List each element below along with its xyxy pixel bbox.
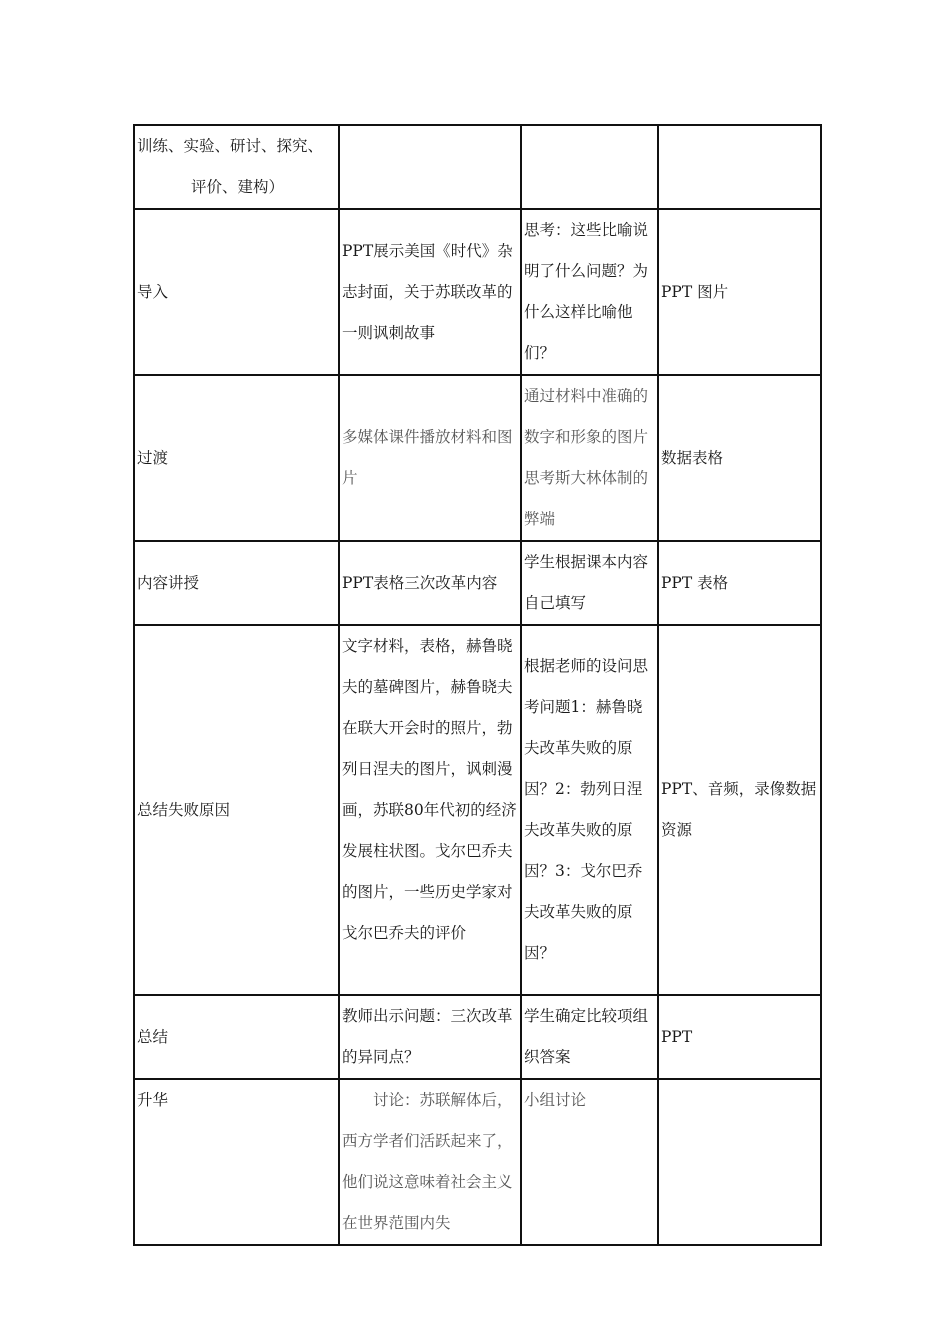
table-row xyxy=(134,1079,821,1245)
stage-cell: 总结失败原因 xyxy=(134,625,339,995)
student-activity-cell: 通过材料中准确的数字和形象的图片思考斯大林体制的弊端 xyxy=(521,375,658,541)
media-cell xyxy=(658,1079,821,1245)
student-activity-cell xyxy=(521,125,658,209)
teacher-activity-cell: 教师出示问题：三次改革的异同点？ xyxy=(339,995,521,1079)
stage-cell: 过渡 xyxy=(134,375,339,541)
media-cell: PPT xyxy=(658,995,821,1079)
lesson-plan-table xyxy=(133,124,822,1246)
teacher-activity-cell: PPT表格三次改革内容 xyxy=(339,541,521,625)
stage-text-line2: 评价、建构） xyxy=(190,178,284,196)
table-row xyxy=(134,375,821,541)
teacher-activity-cell: 多媒体课件播放材料和图片 xyxy=(339,375,521,541)
table-row xyxy=(134,209,821,375)
media-cell: 数据表格 xyxy=(658,375,821,541)
teacher-activity-cell: 讨论：苏联解体后，西方学者们活跃起来了，他们说这意味着社会主义在世界范围内失 xyxy=(339,1079,521,1245)
teacher-activity-cell xyxy=(339,125,521,209)
stage-cell: 升华 xyxy=(134,1079,339,1245)
student-activity-cell: 小组讨论 xyxy=(521,1079,658,1245)
student-activity-cell: 学生根据课本内容自己填写 xyxy=(521,541,658,625)
teacher-activity-cell: PPT展示美国《时代》杂志封面，关于苏联改革的一则讽刺故事 xyxy=(339,209,521,375)
media-cell: PPT 表格 xyxy=(658,541,821,625)
stage-text-line1: 训练、实验、研讨、探究、 xyxy=(137,137,324,155)
student-activity-cell: 思考：这些比喻说明了什么问题？为什么这样比喻他们？ xyxy=(521,209,658,375)
student-activity-cell: 学生确定比较项组织答案 xyxy=(521,995,658,1079)
stage-cell: 总结 xyxy=(134,995,339,1079)
media-cell: PPT 图片 xyxy=(658,209,821,375)
stage-cell: 内容讲授 xyxy=(134,541,339,625)
student-activity-cell: 根据老师的设问思考问题1：赫鲁晓夫改革失败的原因？2：勃列日涅夫改革失败的原因？3：戈尔巴乔夫改革失败的原因？ xyxy=(521,625,658,995)
table-row xyxy=(134,995,821,1079)
table-row xyxy=(134,541,821,625)
media-cell xyxy=(658,125,821,209)
teacher-activity-cell: 文字材料，表格，赫鲁晓夫的墓碑图片，赫鲁晓夫在联大开会时的照片，勃列日涅夫的图片，讽刺漫画，苏联80年代初的经济发展柱状图。戈尔巴乔夫的图片，一些历史学家对戈尔巴乔夫的评价 xyxy=(339,625,521,995)
stage-cell: 导入 xyxy=(134,209,339,375)
stage-cell xyxy=(134,125,339,209)
media-cell: PPT、音频，录像数据资源 xyxy=(658,625,821,995)
table-row xyxy=(134,625,821,995)
table-row xyxy=(134,125,821,209)
